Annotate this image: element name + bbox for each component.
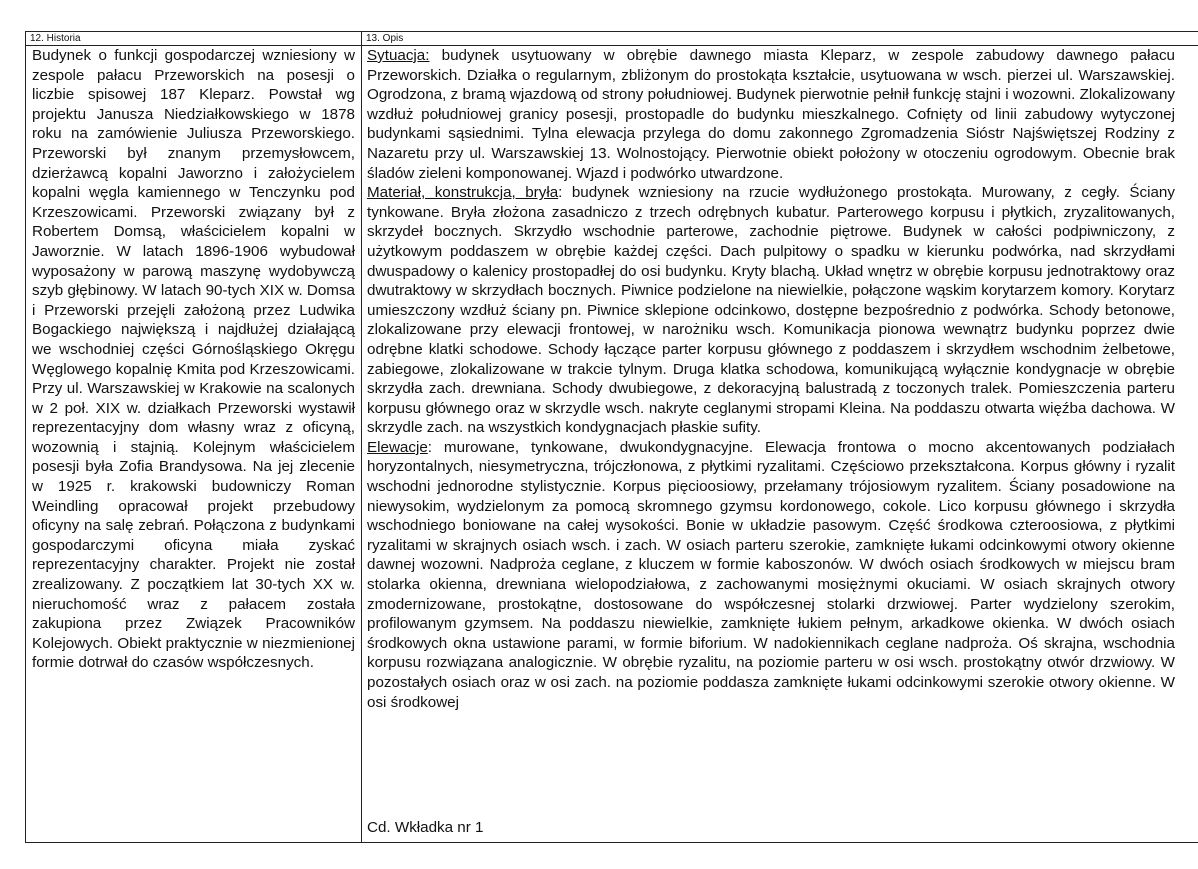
elevations-text: : murowane, tynkowane, dwukondygnacyjne. Elewacja frontowa o mocno akcentowanych podziałach horyzontalnych, niesymetryczna, trójczłonowa, z płytkimi ryzalitami. Częściowo przekształcona. Korpus główny i ryzalit wschodni jednorodne stylistycznie. Korpus pięcioosiowy, przełamany trójosiowym ryzalitem. Ściany posadowione na niewysokim, wydzielonym za pomocą skromnego gzymsu kordonowego, cokole. Lico korpusu głównego i skrzydła wschodniego boniowane na całej wysokości. Bonie w układzie pasowym. Część środkowa czteroosiowa, z płytkimi ryzalitami w skrajnych osiach wsch. i zach. W osiach parteru szerokie, zamknięte łukami odcinkowymi otwory okienne dawnej wozowni. Nadproża ceglane, z kluczem w formie kaboszonów. W dwóch osiach środkowych w miejscu bram stolarka okienna, drewniana wielopodziałowa, z zachowanymi mosiężnymi okuciami. W osiach skrajnych otwory zmodernizowane, prostokątne, dostosowane do współczesnej stolarki drzwiowej. Parter wydzielony szerokim, profilowanym gzymsem. Na poddaszu niewielkie, zamknięte łukiem pełnym, arkadkowe okienka. W dwóch osiach środkowych okna ustawione parami, w formie biforium. W nadokiennikach ceglane nadproża. Oś skrajna, wschodnia korpusu rozwiązana analogicznie. W obrębie ryzalitu, na poziomie parteru w osi wsch. prostokątny otwór drzwiowy. W pozostałych osiach oraz w osi zach. na poziomie poddasza zamknięte łukami odcinkowymi szerokie otwory okienne. W osi środkowej <box>367 438 1175 711</box>
history-header: 12. Historia <box>30 33 81 44</box>
description-header: 13. Opis <box>366 33 404 44</box>
description-column <box>367 46 1175 712</box>
elevations-label: Elewacje <box>367 438 428 456</box>
material-text: : budynek wzniesiony na rzucie wydłużonego prostokąta. Murowany, z cegły. Ściany tynkowane. Bryła złożona zasadniczo z trzech odrębnych kubatur. Parterowego korpusu i płytkich, zryzalitowanych, skrzydeł bocznych. Skrzydło wschodnie parterowe, zachodnie piętrowe. Budynek w całości podpiwniczony, z użytkowym poddaszem w obrębie każdej części. Dach pulpitowy o spadku w kierunku podwórka, nad skrzydłami dwuspadowy o kalenicy prostopadłej do osi budynku. Kryty blachą. Układ wnętrz w obrębie korpusu jednotraktowy oraz dwutraktowy w skrzydłach bocznych. Piwnice podzielone na niewielkie, połączone wąskim korytarzem komory. Korytarz umieszczony wzdłuż ściany pn. Piwnice sklepione odcinkowo, dostępne bezpośrednio z podwórka. Schody betonowe, zlokalizowane przy elewacji frontowej, w narożniku wsch. Komunikacja pionowa wewnątrz budynku poprzez dwie odrębne klatki schodowe. Schody łączące parter korpusu głównego z poddaszem i skrzydłem wschodnim żelbetowe, zabiegowe, zlokalizowane w trakcie tylnym. Druga klatka schodowa, komunikującą wyłącznie kondygnacje w obrębie skrzydła zach. drewniana. Schody dwubiegowe, z dekoracyjną balustradą z toczonych tralek. Pomieszczenia parteru korpusu głównego oraz w skrzydle wsch. nakryte ceglanymi stropami Kleina. Na poddaszu otwarta więźba dachowa. W skrzydle zach. na wszystkich kondygnacjach płaskie sufity. <box>367 184 1175 437</box>
situation-label: Sytuacja: <box>367 47 430 64</box>
material-paragraph <box>367 183 1175 438</box>
history-column <box>32 46 355 673</box>
material-label: Materiał, konstrukcja, bryła <box>367 184 559 202</box>
situation-text: budynek usytuowany w obrębie dawnego miasta Kleparz, w zespole zabudowy dawnego pałacu Przeworskich. Działka o regularnym, zbliżonym do prostokąta kształcie, usytuowana w wsch. pierzei ul. Warszawskiej. Ogrodzona, z bramą wjazdową od strony południowej. Budynek pierwotnie pełnił funkcję stajni i wozowni. Zlokalizowany wzdłuż południowej granicy posesji, prostopadle do budynku mieszkalnego. Cofnięty od linii zabudowy wytyczonej budynkami sąsiednimi. Tylna elewacja przylega do domu zakonnego Zgromadzenia Sióstr Najświętszej Rodziny z Nazaretu przy ul. Warszawskiej 13. Wolnostojący. Pierwotnie obiekt położony w otoczeniu ogrodowym. Obecnie brak śladów zieleni komponowanej. Wjazd i podwórko utwardzone. <box>367 47 1175 182</box>
bottom-border <box>25 842 1198 843</box>
left-border <box>25 31 26 843</box>
situation-paragraph <box>367 46 1175 183</box>
elevations-paragraph <box>367 438 1175 712</box>
history-text: Budynek o funkcji gospodarczej wzniesiony w zespole pałacu Przeworskich na posesji o liczbie spisowej 187 Kleparz. Powstał wg projektu Janusza Niedziałkowskiego w 1878 roku na zamówienie Juliusza Przeworskiego. Przeworski był znanym przemysłowcem, dzierżawcą kopalni Jaworzno i założycielem kopalni węgla kamiennego w Tenczynku pod Krzeszowicami. Przeworski związany był z Robertem Domsą, właścicielem kopalni w Jaworznie. W latach 1896-1906 wybudował wyposażony w parową maszynę wydobywczą szyb głębinowy. W latach 90-tych XIX w. Domsa i Przeworski przejęli założoną przez Ludwika Bogackiego największą i najdłużej działającą we wschodniej części Górnośląskiego Okręgu Węglowego kopalnię Kmita pod Krzeszowicami. Przy ul. Warszawskiej w Krakowie na scalonych w 2 poł. XIX w. działkach Przeworski wystawił reprezentacyjny dom własny wraz z oficyną, wozownią i stajnią. Kolejnym właścicielem posesji była Zofia Brandysowa. Na jej zlecenie w 1925 r. krakowski budowniczy Roman Weindling opracował projekt przebudowy oficyny na salę zebrań. Połączona z budynkami gospodarczymi oficyna miała zyskać reprezentacyjny charakter. Projekt nie został zrealizowany. Z początkiem lat 30-tych XX w. nieruchomość wraz z pałacem została zakupiona przez Związek Pracowników Kolejowych. Obiekt praktycznie w niezmienionej formie dotrwał do czasów współczesnych. <box>32 47 355 672</box>
column-divider <box>361 31 362 843</box>
continuation-note: Cd. Wkładka nr 1 <box>367 819 484 836</box>
top-border <box>25 31 1198 32</box>
